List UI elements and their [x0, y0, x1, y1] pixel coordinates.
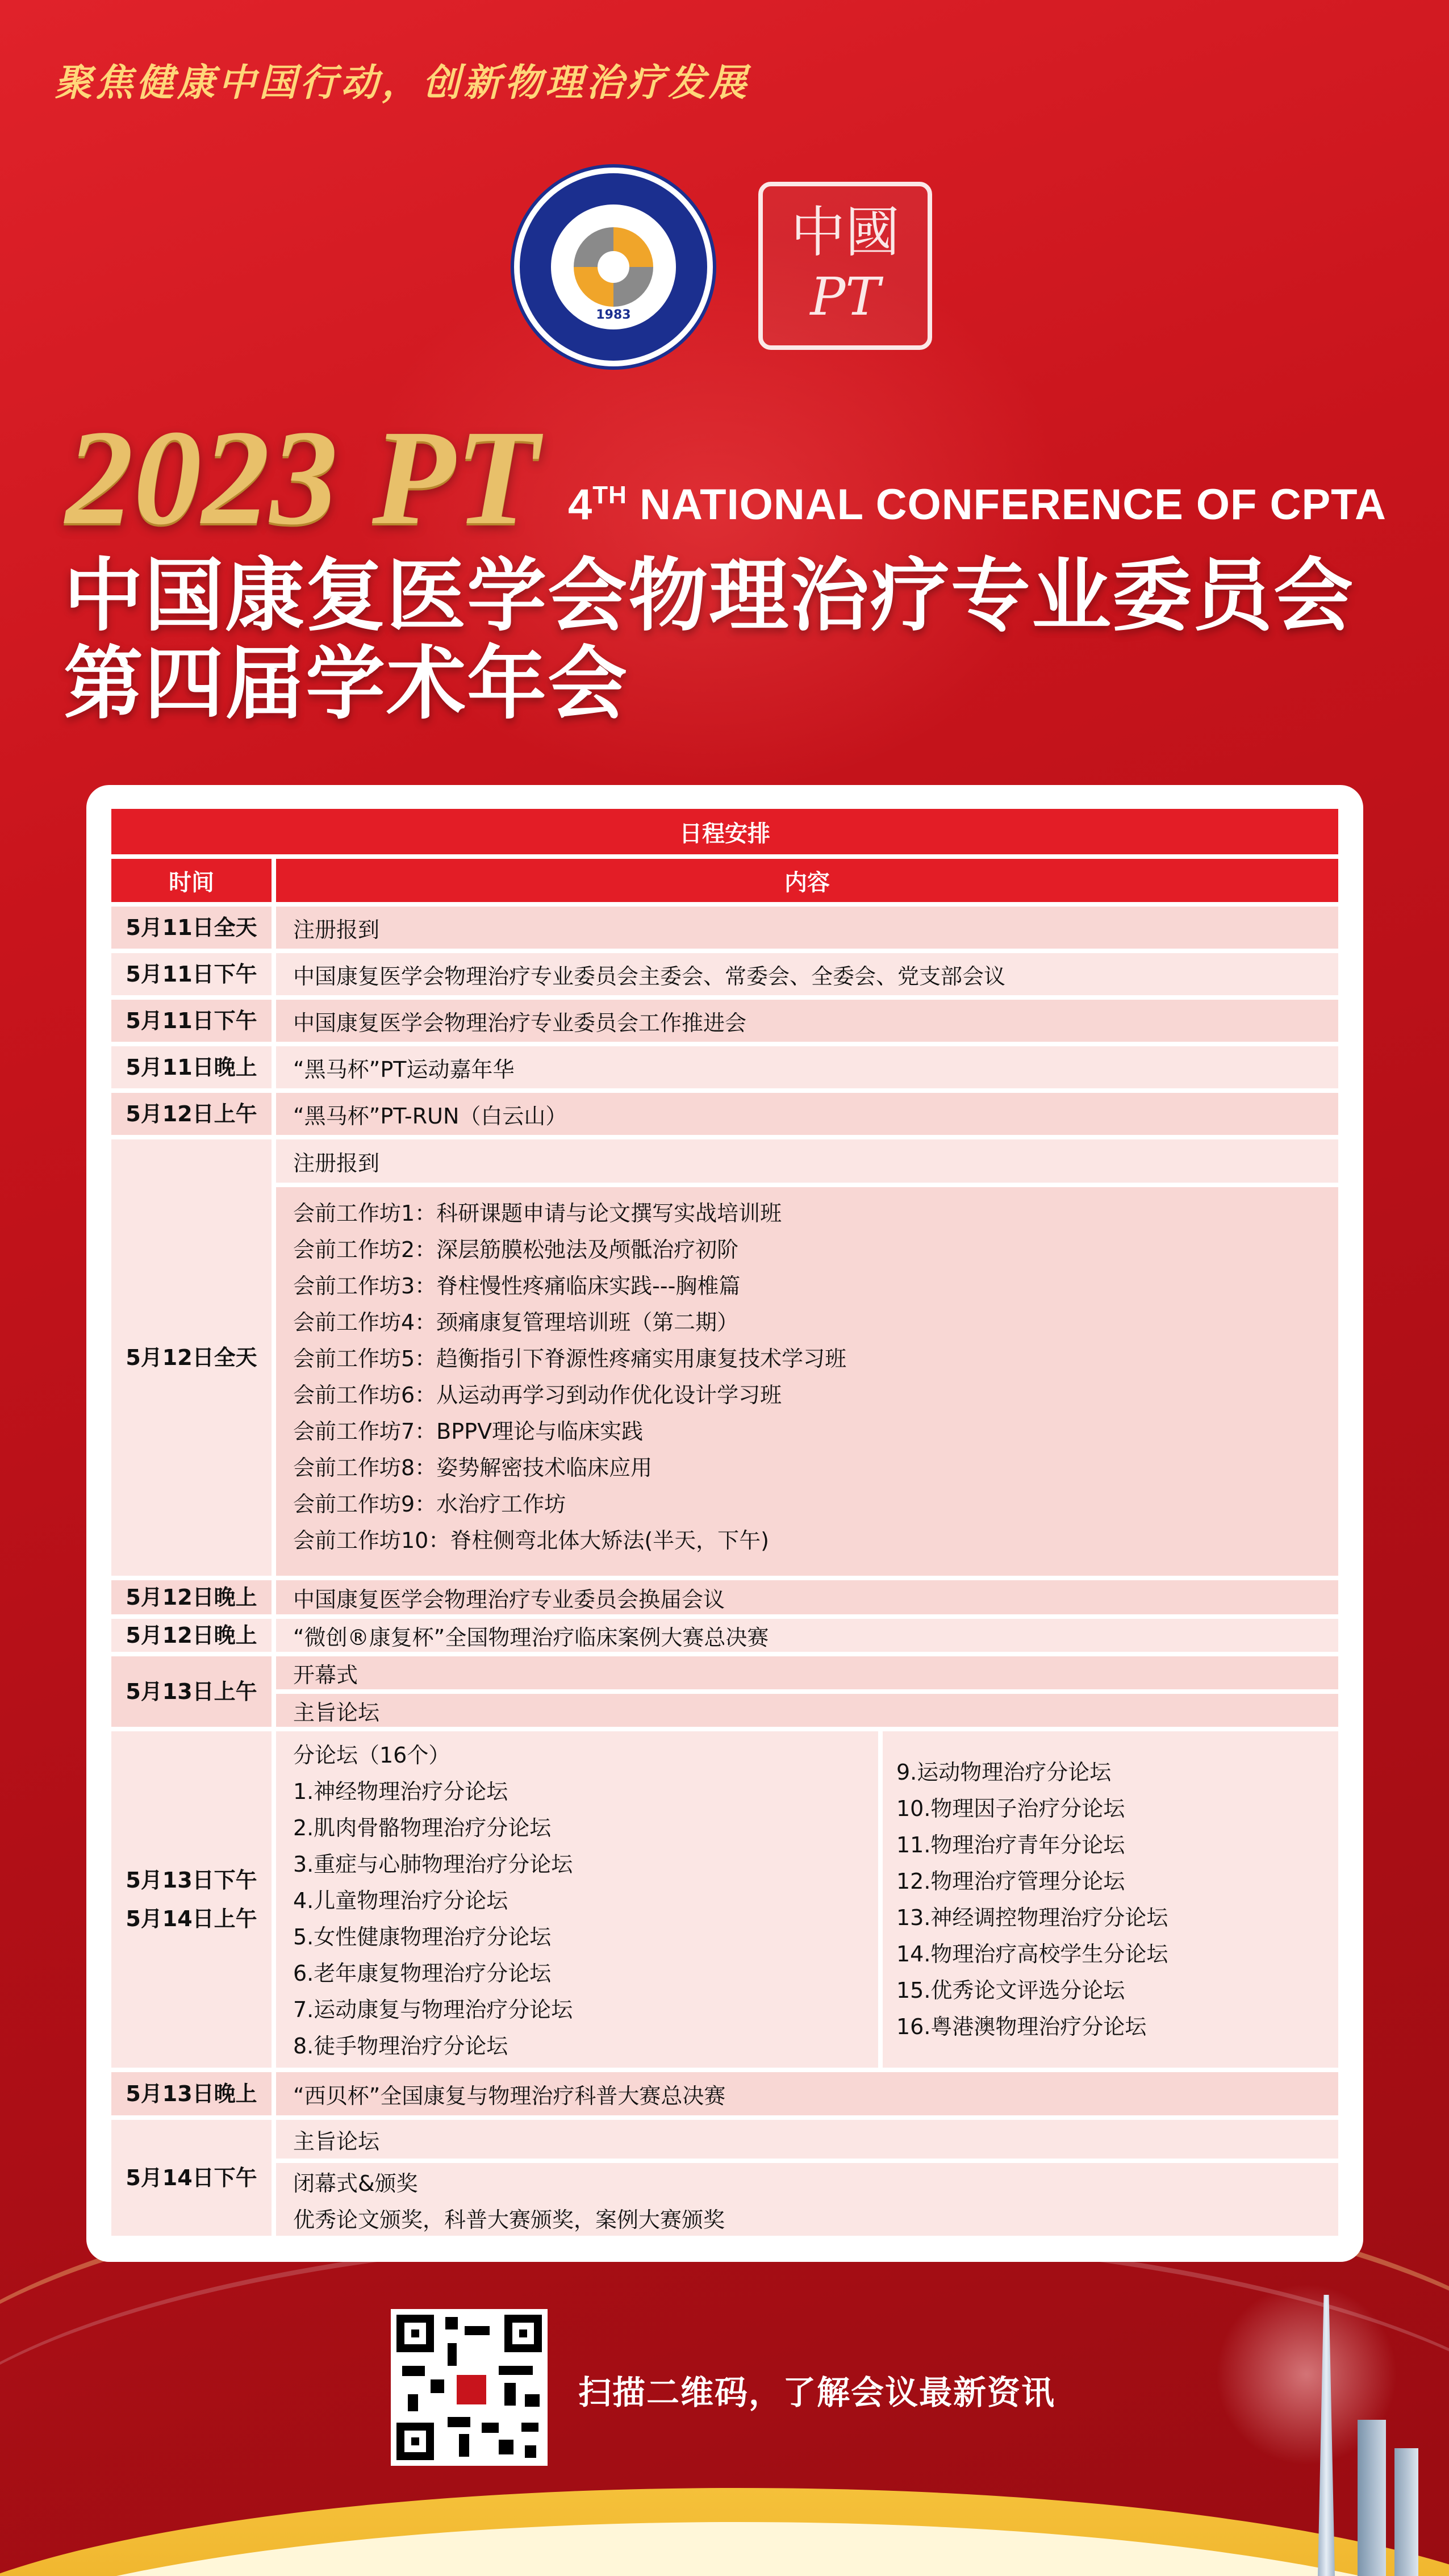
list-item: 15.优秀论文评选分论坛: [896, 1978, 1125, 2003]
column-header-time: 时间: [109, 857, 274, 904]
schedule-title: 日程安排: [109, 807, 1341, 857]
list-item: 优秀论文颁奖，科普大赛颁奖，案例大赛颁奖: [293, 2207, 725, 2232]
scan-prompt: 扫描二维码，了解会议最新资讯: [578, 2373, 1056, 2412]
table-row: 5月11日下午 中国康复医学会物理治疗专业委员会主委会、常委会、全委会、党支部会议: [109, 951, 1341, 997]
conference-english-title: 4TH NATIONAL CONFERENCE OF CPTA: [568, 481, 1387, 529]
list-item: 会前工作坊6：从运动再学习到动作优化设计学习班: [293, 1383, 782, 1408]
workshop-list: [274, 1185, 1341, 1578]
forum-list-right: [880, 1729, 1341, 2070]
list-item: 16.粤港澳物理治疗分论坛: [896, 2014, 1147, 2039]
table-header-row: [109, 857, 1341, 904]
list-item: 1.神经物理治疗分论坛: [293, 1779, 508, 1804]
qr-center-logo-icon: [454, 2373, 488, 2407]
table-row: 5月11日全天 注册报到: [109, 904, 1341, 951]
schedule-card: [86, 785, 1363, 2262]
table-row: 5月13日上午 开幕式 主旨论坛: [109, 1654, 1341, 1729]
table-title-row: [109, 807, 1341, 857]
list-item: 12.物理治疗管理分论坛: [896, 1869, 1125, 1894]
list-item: 会前工作坊3：脊柱慢性疼痛临床实践---胸椎篇: [293, 1274, 741, 1299]
list-item: 5.女性健康物理治疗分论坛: [293, 1924, 552, 1949]
list-item: 会前工作坊9：水治疗工作坊: [293, 1492, 566, 1517]
list-item: 会前工作坊5：趋衡指引下脊源性疼痛实用康复技术学习班: [293, 1346, 847, 1371]
logo-year: 1983: [596, 308, 631, 322]
table-row: 5月14日下午 主旨论坛 闭幕式&颁奖 优秀论文颁奖，科普大赛颁奖，案例大赛颁奖: [109, 2118, 1341, 2238]
list-item: 会前工作坊1：科研课题申请与论文撰写实战培训班: [293, 1201, 782, 1226]
conference-title-line1: 中国康复医学会物理治疗专业委员会: [64, 550, 1355, 642]
list-item: 会前工作坊7：BPPV理论与临床实践: [293, 1419, 644, 1444]
list-item: 会前工作坊4：颈痛康复管理培训班（第二期）: [293, 1310, 739, 1335]
table-row: 5月12日上午 “黑马杯”PT-RUN（白云山）: [109, 1091, 1341, 1137]
qr-code[interactable]: [391, 2309, 548, 2466]
list-item: 9.运动物理治疗分论坛: [896, 1760, 1112, 1785]
schedule-table: [109, 807, 1341, 2238]
list-item: 7.运动康复与物理治疗分论坛: [293, 1997, 573, 2022]
slogan: 聚焦健康中国行动，创新物理治疗发展: [55, 60, 750, 105]
list-item: 10.物理因子治疗分论坛: [896, 1796, 1125, 1821]
list-item: 会前工作坊2：深层筋膜松弛法及颅骶治疗初阶: [293, 1237, 739, 1262]
conference-title-line2: 第四届学术年会: [64, 638, 629, 730]
swirl-emblem-icon: [574, 227, 653, 307]
seal-text-bottom: PT: [810, 266, 880, 327]
list-item: 会前工作坊8：姿势解密技术临床应用: [293, 1455, 653, 1480]
forum-list-left: [274, 1729, 880, 2070]
skyscraper-icon: [1358, 2420, 1386, 2576]
list-item: 11.物理治疗青年分论坛: [896, 1832, 1125, 1857]
table-row: 5月13日晚上 “西贝杯”全国康复与物理治疗科普大赛总决赛: [109, 2070, 1341, 2118]
column-header-content: 内容: [274, 857, 1341, 904]
skyscraper-icon: [1394, 2448, 1418, 2576]
table-row: 5月12日晚上 中国康复医学会物理治疗专业委员会换届会议: [109, 1578, 1341, 1617]
table-row: 5月11日下午 中国康复医学会物理治疗专业委员会工作推进会: [109, 997, 1341, 1044]
list-item: 8.徒手物理治疗分论坛: [293, 2034, 508, 2059]
list-item: 会前工作坊10：脊柱侧弯北体大矫法(半天，下午): [293, 1528, 770, 1553]
table-row: 5月11日晚上 “黑马杯”PT运动嘉年华: [109, 1044, 1341, 1091]
list-item: 闭幕式&颁奖: [293, 2171, 418, 2196]
table-row: 5月13日下午 5月14日上午 分论坛（16个） 1.神经物理治疗分论坛 2.肌肉骨骼物理治疗分论坛 3.重症与心肺物理治疗分论坛 4.儿童物理治疗分论坛 5.女性健康物理治疗分论坛 6.老年康复物理治疗分论坛 7.运动康复与物理治疗分论坛 8.徒手物理治疗分论坛 9.运动物理治疗分论坛 10.物理因子治疗分论坛 11.物理治疗青年分论坛 12.物理治疗管理分论坛 13.神经调控物理治疗分论坛 14.物理治疗高校学生分论坛 15.优秀论文评选分论坛 16.粤港澳物理治疗分论坛: [109, 1729, 1341, 2070]
list-item: 13.神经调控物理治疗分论坛: [896, 1905, 1168, 1930]
list-item: 3.重症与心肺物理治疗分论坛: [293, 1852, 573, 1877]
list-item: 6.老年康复物理治疗分论坛: [293, 1961, 552, 1986]
china-pt-seal-logo: [758, 182, 932, 350]
table-row: 5月12日全天 注册报到 会前工作坊1：科研课题申请与论文撰写实战培训班 会前工作坊2：深层筋膜松弛法及颅骶治疗初阶 会前工作坊3：脊柱慢性疼痛临床实践---胸椎篇 会前工作坊4：颈痛康复管理培训班（第二期） 会前工作坊5：趋衡指引下脊源性疼痛实用康复技术学习班 会前工作坊6：从运动再学习到动作优化设计学习班 会前工作坊7：BPPV理论与临床实践 会前工作坊8：姿势解密技术临床应用 会前工作坊9：水治疗工作坊 会前工作坊10：脊柱侧弯北体大矫法(半天，下午): [109, 1137, 1341, 1578]
list-item: 分论坛（16个）: [293, 1743, 450, 1768]
year-title: 2023 PT: [65, 402, 539, 553]
list-item: 4.儿童物理治疗分论坛: [293, 1888, 508, 1913]
table-row: 5月12日晚上 “微创®康复杯”全国物理治疗临床案例大赛总决赛: [109, 1617, 1341, 1654]
list-item: 14.物理治疗高校学生分论坛: [896, 1942, 1168, 1967]
seal-text-top: 中國: [791, 201, 900, 264]
list-item: 2.肌肉骨骼物理治疗分论坛: [293, 1815, 552, 1840]
cra-logo: [514, 168, 713, 366]
